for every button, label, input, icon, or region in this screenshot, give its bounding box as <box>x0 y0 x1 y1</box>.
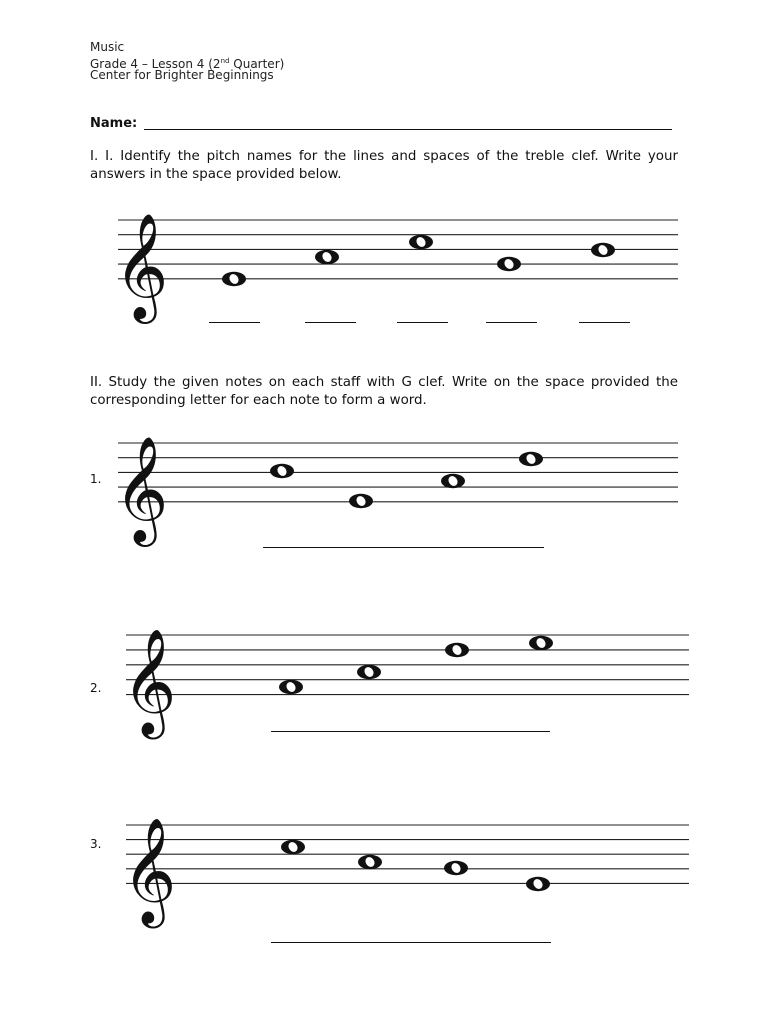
staff-item-2 <box>122 628 689 740</box>
part1-instruction: I. I. Identify the pitch names for the lines and spaces of the treble clef. Write your answers in the space provided below. <box>90 149 678 182</box>
whole-note-icon <box>445 643 469 657</box>
subject-label: Music <box>90 40 125 54</box>
staff-item-1 <box>114 435 678 547</box>
whole-note-icon <box>497 257 521 271</box>
whole-note-icon <box>279 680 303 694</box>
whole-note-icon <box>357 665 381 679</box>
grade-lesson-label: Grade 4 – Lesson 4 (2nd Quarter) <box>90 57 285 71</box>
whole-note-icon <box>444 861 468 875</box>
whole-note-icon <box>409 235 433 249</box>
part2-instruction: II. Study the given notes on each staff with G clef. Write on the space provided the corresponding letter for each note to form a word. <box>90 375 678 408</box>
treble-clef-icon: 𝄞 <box>122 627 177 735</box>
whole-note-icon <box>519 452 543 466</box>
whole-note-icon <box>315 250 339 264</box>
whole-note-icon <box>358 855 382 869</box>
treble-clef-icon: 𝄞 <box>114 211 169 319</box>
whole-note-icon <box>591 243 615 257</box>
staff-item-3 <box>122 816 689 928</box>
item-1-number: 1. <box>90 472 102 486</box>
whole-note-icon <box>441 474 465 488</box>
whole-note-icon <box>529 636 553 650</box>
treble-clef-icon: 𝄞 <box>114 434 169 542</box>
whole-note-icon <box>349 494 373 508</box>
school-label: Center for Brighter Beginnings <box>90 68 274 82</box>
whole-note-icon <box>222 272 246 286</box>
whole-note-icon <box>526 877 550 891</box>
item-3-number: 3. <box>90 837 102 851</box>
whole-note-icon <box>270 464 294 478</box>
treble-clef-icon: 𝄞 <box>122 816 177 924</box>
item-2-number: 2. <box>90 681 102 695</box>
whole-note-icon <box>281 840 305 854</box>
staff-part1 <box>114 212 678 324</box>
name-label: Name: <box>90 116 138 131</box>
